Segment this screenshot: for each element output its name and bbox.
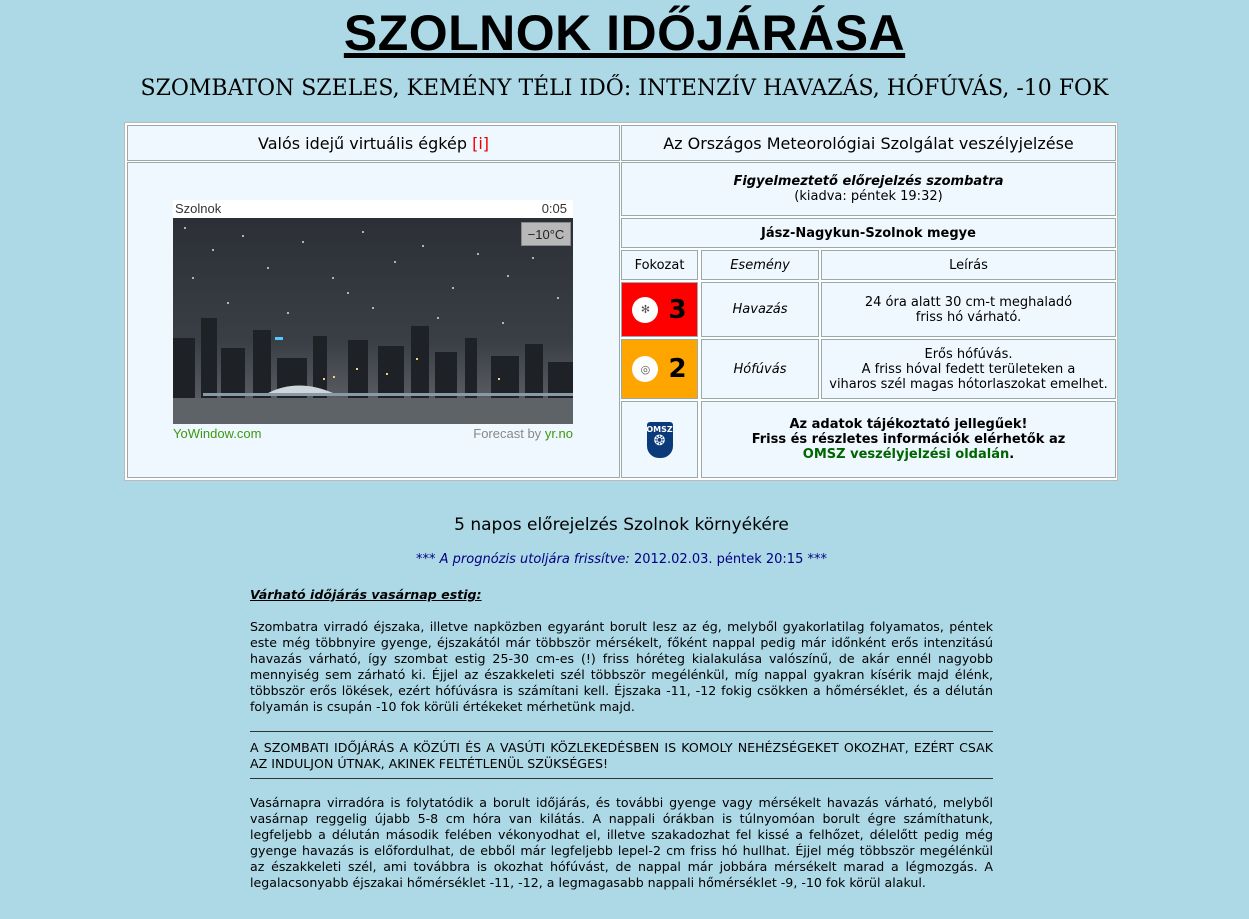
note-period: . (1009, 447, 1015, 462)
col-header-level (621, 250, 698, 280)
col-header-desc (821, 250, 1116, 280)
page-title: SZOLNOK IDŐJÁRÁSA (343, 5, 906, 61)
forecast-paragraph-2: Vasárnapra virradóra is folytatódik a borult időjárás, és további gyenge vagy mérsékelt havazás várható, melyből vasárnap reggelig újabb 5-8 cm hóra van kilátás. A nappali órákban is túlnyomóan borult égre számíthatunk, legfeljebb a délután második felében vékonyodhat el, illetve szakadozhat fel kissé a felhőzet, délelőtt pedig még gyenge havazás is előfordulhat, de ebből már legfeljebb lepel-2 cm friss hó hullhat. Éjjel még többször megélénkül az északkeleti szél, ami továbbra is okozhat hófúvást, de nappal már jobbára mérsékelt marad a légmozgás. A legalacsonyabb éjszakai hőmérséklet -11, -12, a legmagasabb nappali hőmérséklet -9, -10 fok körül alakul. (250, 795, 993, 890)
omsz-logo-cell (621, 401, 698, 478)
omsz-logo-text: OMSZ (646, 424, 673, 434)
desc-line: A friss hóval fedett területeken a (861, 361, 1076, 377)
info-note-cell (701, 401, 1116, 478)
traffic-warning: A SZOMBATI IDŐJÁRÁS A KÖZÚTI ÉS A VASÚTI KÖZLEKEDÉSBEN IS KOMOLY NEHÉZSÉGEKET OKOZHAT, EZÉRT CSAK AZ INDULJON ÚTNAK, AKINEK FELTÉTLENÜL SZÜKSÉGES! (250, 740, 993, 771)
event-cell (701, 339, 819, 399)
forecast-credit (473, 426, 573, 441)
widget-location: Szolnok (175, 201, 222, 216)
widget-top-bar (173, 200, 573, 218)
level-2-cell (621, 339, 698, 399)
note-line: Az adatok tájékoztató jellegűek! (789, 417, 1028, 432)
desc-line: viharos szél magas hótorlaszokat emelhet. (829, 376, 1108, 392)
divider (250, 778, 993, 779)
level-number: 2 (668, 354, 687, 384)
warning-header-title: Az Országos Meteorológiai Szolgálat veszélyjelzése (663, 133, 1074, 153)
updated-prefix: *** A prognózis utoljára frissítve: (416, 552, 630, 567)
updated-value: 2012.02.03. péntek 20:15 *** (633, 552, 827, 567)
widget-bottom-bar (173, 425, 573, 443)
level-3-cell (621, 282, 698, 337)
col-header-event (701, 250, 819, 280)
city-snow-illustration (173, 218, 573, 424)
desc-line: 24 óra alatt 30 cm-t meghaladó (864, 294, 1073, 310)
desc-line: friss hó várható. (915, 309, 1022, 325)
warning-title-cell (621, 162, 1116, 216)
forecast-paragraph-1: Szombatra virradó éjszaka, illetve napközben egyaránt borult lesz az ég, melyből gyakorlatilag folyamatos, péntek este még többnyire gyenge, éjszakától már többször mérsékelt, főként nappal pedig már időnként erős intenzitású havazás várható, így szombat estig 25-30 cm-es (!) friss hóréteg kialakulása valószínű, de akár ennél nagyobb mennyiség sem zárható ki. Éjjel az északkeleti szél többször megélénkül, míg nappal gyakran kísérik majd élénk, többször erős lökések, ezért hófúvásra is számítani kell. Éjszaka -11, -12 fokig csökken a hőmérséklet, és a délután folyamán is csupán -10 fok körüli értékeket mérhetünk majd. (250, 619, 993, 714)
col-event-label: Esemény (730, 257, 790, 273)
desc-cell (821, 339, 1116, 399)
sky-view-header (127, 125, 620, 161)
omsz-logo[interactable] (647, 422, 673, 458)
info-link[interactable]: [i] (472, 133, 490, 153)
forecast-heading: Várható időjárás vasárnap estig: (250, 587, 482, 602)
omsz-warning-link[interactable]: OMSZ veszélyjelzési oldalán (802, 447, 1010, 462)
col-level-label: Fokozat (634, 257, 685, 273)
desc-line: Erős hófúvás. (924, 346, 1013, 362)
desc-cell (821, 282, 1116, 337)
temperature-badge: −10°C (521, 222, 571, 246)
yr-no-link[interactable]: yr.no (544, 426, 573, 441)
forecast-by-label: Forecast by (473, 426, 542, 441)
event-cell (701, 282, 819, 337)
omsz-swirl-icon: ❂ (653, 432, 666, 449)
level-number: 3 (668, 294, 687, 325)
widget-time: 0:05 (541, 201, 567, 216)
page-subtitle: SZOMBATON SZELES, KEMÉNY TÉLI IDŐ: INTENZÍV HAVAZÁS, HÓFÚVÁS, -10 FOK (140, 76, 1109, 101)
event-name: Hófúvás (733, 361, 787, 377)
warning-title: Figyelmeztető előrejelzés szombatra (733, 174, 1004, 189)
virtual-sky-scene[interactable] (173, 218, 573, 424)
forecast-content (250, 587, 993, 891)
yowindow-link[interactable]: YoWindow.com (173, 426, 262, 441)
event-name: Havazás (732, 302, 788, 317)
snowdrift-icon: ◎ (632, 356, 658, 382)
sky-view-title: Valós idejű virtuális égkép (257, 133, 467, 153)
forecast-updated (0, 552, 1243, 567)
county-name: Jász-Nagykun-Szolnok megye (761, 225, 976, 241)
county-cell (621, 218, 1116, 248)
col-desc-label: Leírás (949, 257, 988, 273)
forecast-section-title: 5 napos előrejelzés Szolnok környékére (454, 515, 789, 535)
snow-icon: ✻ (632, 297, 658, 323)
note-line: Friss és részletes információk elérhetők az (751, 432, 1066, 447)
warning-header (621, 125, 1116, 161)
issued-time: (kiadva: péntek 19:32) (794, 189, 943, 204)
divider (250, 731, 993, 732)
